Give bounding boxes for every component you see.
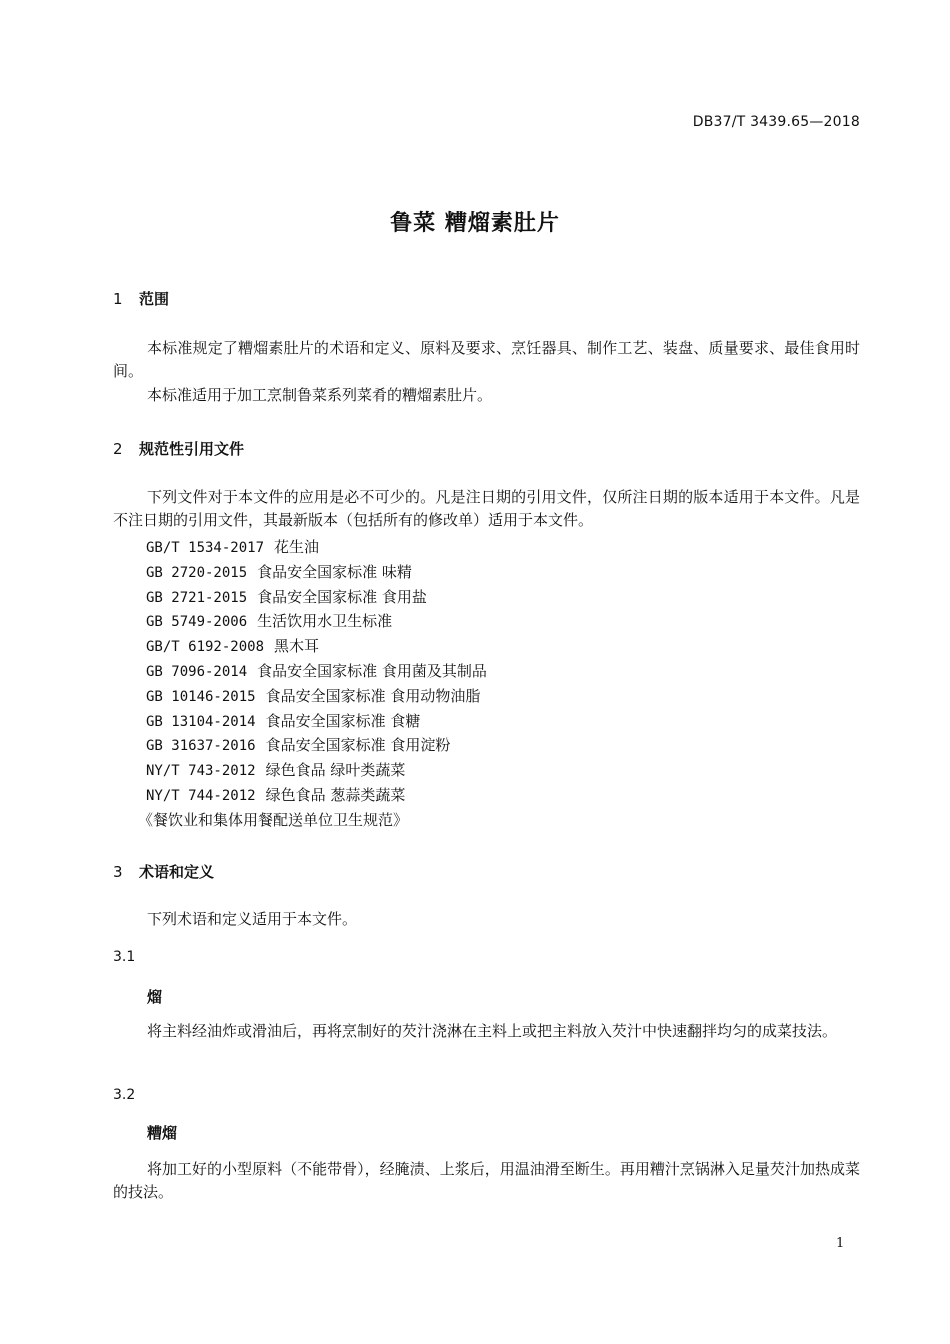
reference-item <box>146 733 487 758</box>
reference-code: GB 13104-2014 <box>146 713 256 730</box>
reference-title: 食品安全国家标准 食糖 <box>265 711 421 730</box>
scope-paragraph-2: 本标准适用于加工烹制鲁菜系列菜肴的糟熘素肚片。 <box>147 386 493 404</box>
term-number: 3.2 <box>113 1087 136 1103</box>
section-heading-terms <box>113 861 214 882</box>
reference-code: GB 31637-2016 <box>146 738 256 755</box>
section-heading-references <box>113 438 244 459</box>
section-title: 术语和定义 <box>139 863 215 881</box>
reference-item <box>146 535 487 560</box>
reference-title: 绿色食品 葱蒜类蔬菜 <box>265 785 406 804</box>
reference-code: GB/T 6192-2008 <box>146 639 265 656</box>
page-number: 1 <box>836 1236 845 1251</box>
term-name: 熘 <box>147 988 163 1006</box>
term-definition: 将主料经油炸或滑油后，再将烹制好的芡汁浇淋在主料上或把主料放入芡汁中快速翻拌均匀的成菜技法。 <box>147 1022 838 1040</box>
reference-title: 食品安全国家标准 味精 <box>257 562 412 581</box>
standard-code: DB37/T 3439.65—2018 <box>692 114 860 130</box>
reference-list <box>138 535 487 833</box>
section-title: 规范性引用文件 <box>139 440 245 458</box>
reference-item <box>146 758 487 783</box>
references-intro: 下列文件对于本文件的应用是必不可少的。凡是注日期的引用文件，仅所注日期的版本适用于本文件。凡是不注日期的引用文件，其最新版本（包括所有的修改单）适用于本文件。 <box>113 488 860 529</box>
reference-item <box>146 560 487 585</box>
terms-intro: 下列术语和定义适用于本文件。 <box>147 910 358 928</box>
reference-code: GB 10146-2015 <box>146 688 256 705</box>
reference-title: 食品安全国家标准 食用菌及其制品 <box>257 661 487 680</box>
reference-code: GB 2721-2015 <box>146 589 248 606</box>
reference-item <box>146 709 487 734</box>
reference-title: 食品安全国家标准 食用动物油脂 <box>265 686 481 705</box>
reference-code: GB 2720-2015 <box>146 564 248 581</box>
section-number: 3 <box>113 863 123 881</box>
reference-code: GB/T 1534-2017 <box>146 540 265 556</box>
reference-item <box>146 783 487 808</box>
reference-title: 食品安全国家标准 食用淀粉 <box>265 736 451 755</box>
scope-paragraph-1: 本标准规定了糟熘素肚片的术语和定义、原料及要求、烹饪器具、制作工艺、装盘、质量要求、最佳食用时间。 <box>113 339 860 380</box>
term-name: 糟熘 <box>147 1124 178 1142</box>
reference-title: 花生油 <box>274 538 320 556</box>
reference-title: 生活饮用水卫生标准 <box>257 612 393 631</box>
reference-item <box>146 634 487 659</box>
section-number: 2 <box>113 440 123 458</box>
term-definition: 将加工好的小型原料（不能带骨），经腌渍、上浆后，用温油滑至断生。再用糟汁烹锅淋入足量芡汁加热成菜的技法。 <box>113 1160 860 1201</box>
reference-title: 《餐饮业和集体用餐配送单位卫生规范》 <box>138 810 409 829</box>
reference-item <box>138 808 487 833</box>
term-number: 3.1 <box>113 949 136 965</box>
document-title: 鲁菜 糟熘素肚片 <box>390 211 560 236</box>
reference-item <box>146 585 487 610</box>
reference-item <box>146 684 487 709</box>
reference-code: NY/T 744-2012 <box>146 787 256 804</box>
section-heading-scope <box>113 288 169 309</box>
reference-code: GB 5749-2006 <box>146 614 248 631</box>
reference-code: GB 7096-2014 <box>146 663 248 680</box>
reference-code: NY/T 743-2012 <box>146 763 256 780</box>
reference-title: 食品安全国家标准 食用盐 <box>257 587 427 606</box>
reference-item <box>146 659 487 684</box>
reference-item <box>146 609 487 634</box>
reference-title: 黑木耳 <box>274 637 320 656</box>
section-title: 范围 <box>139 290 170 308</box>
reference-title: 绿色食品 绿叶类蔬菜 <box>265 761 406 780</box>
section-number: 1 <box>113 290 123 308</box>
